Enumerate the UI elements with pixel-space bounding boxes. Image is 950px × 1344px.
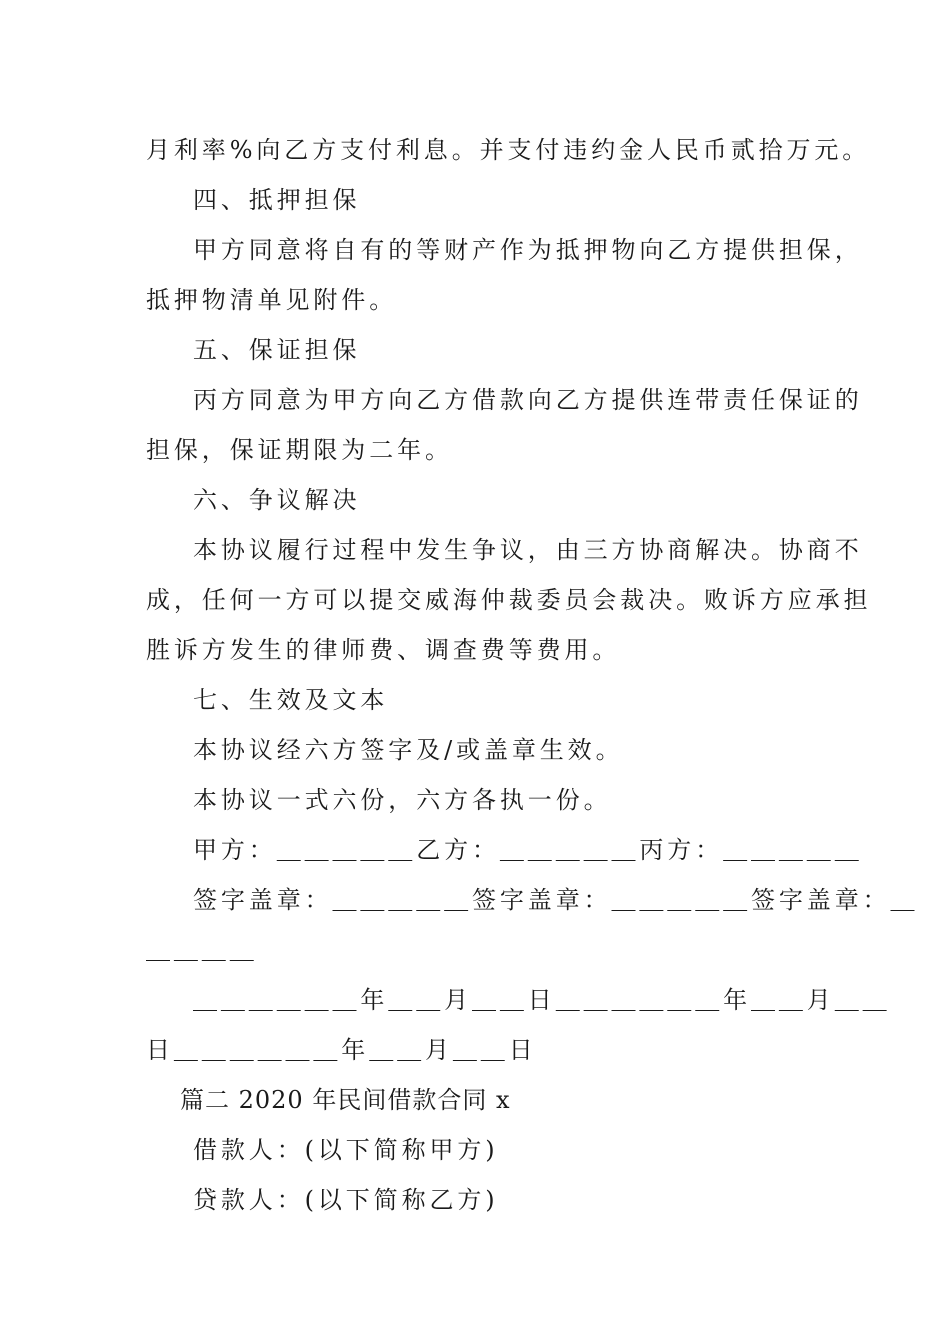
paragraph-copies: 本协议一式六份，六方各执一份。 <box>193 786 612 814</box>
paragraph-effect: 本协议经六方签字及/或盖章生效。 <box>193 736 624 764</box>
heading-mortgage: 四、抵押担保 <box>193 186 361 214</box>
paragraph-mortgage-line1: 甲方同意将自有的等财产作为抵押物向乙方提供担保， <box>193 236 863 264</box>
paragraph-mortgage-line2: 抵押物清单见附件。 <box>146 286 398 314</box>
lender-line: 贷款人：(以下简称乙方) <box>193 1186 499 1214</box>
signature-parties: 甲方：＿＿＿＿＿乙方：＿＿＿＿＿丙方：＿＿＿＿＿ <box>193 836 863 864</box>
paragraph-guarantee-line2: 担保，保证期限为二年。 <box>146 436 453 464</box>
heading-dispute: 六、争议解决 <box>193 486 361 514</box>
signature-dates-line2: 日＿＿＿＿＿＿年＿＿月＿＿日 <box>146 1036 537 1064</box>
signature-seals-line2: ＿＿＿＿ <box>146 936 258 964</box>
paragraph-interest: 月利率%向乙方支付利息。并支付违约金人民币贰拾万元。 <box>146 136 871 164</box>
paragraph-guarantee-line1: 丙方同意为甲方向乙方借款向乙方提供连带责任保证的 <box>193 386 863 414</box>
heading-effect: 七、生效及文本 <box>193 686 389 714</box>
signature-dates-line1: ＿＿＿＿＿＿年＿＿月＿＿日＿＿＿＿＿＿年＿＿月＿＿ <box>193 986 891 1014</box>
section-title: 篇二 2020 年民间借款合同 x <box>180 1086 511 1114</box>
paragraph-dispute-line3: 胜诉方发生的律师费、调查费等费用。 <box>146 636 621 664</box>
heading-guarantee: 五、保证担保 <box>193 336 361 364</box>
paragraph-dispute-line1: 本协议履行过程中发生争议，由三方协商解决。协商不 <box>193 536 863 564</box>
borrower-line: 借款人：(以下简称甲方) <box>193 1136 499 1164</box>
paragraph-dispute-line2: 成，任何一方可以提交威海仲裁委员会裁决。败诉方应承担 <box>146 586 872 614</box>
signature-seals-line1: 签字盖章：＿＿＿＿＿签字盖章：＿＿＿＿＿签字盖章：＿ <box>193 886 919 914</box>
